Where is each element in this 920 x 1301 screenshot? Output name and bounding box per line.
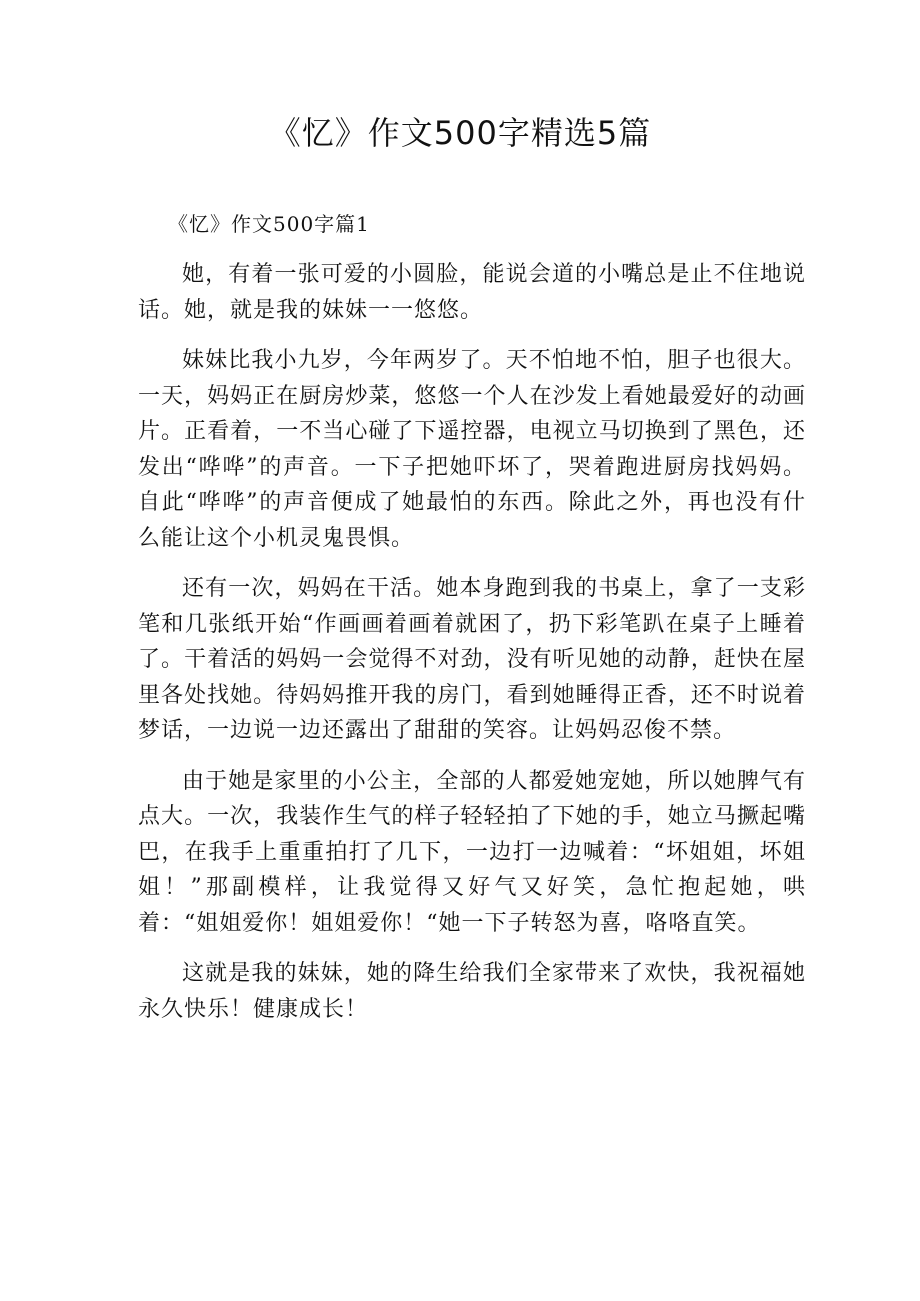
paragraph-5: 这就是我的妹妹，她的降生给我们全家带来了欢快，我祝福她永久快乐！健康成长！ <box>138 961 806 1022</box>
paragraph-4: 由于她是家里的小公主，全部的人都爱她宠她，所以她脾气有点大。一次，我装作生气的样子轻轻拍了下她的手，她立马撅起嘴巴，在我手上重重拍打了几下，一边打一边喊着：“坏姐姐，坏姐姐！”那副模样，让我觉得又好气又好笑，急忙抱起她，哄着：“姐姐爱你！姐姐爱你！“她一下子转怒为喜，咯咯直笑。 <box>138 768 806 936</box>
section-heading: 《忆》作文500字篇1 <box>168 212 370 236</box>
document-title: 《忆》作文500字精选5篇 <box>268 114 652 152</box>
paragraph-2: 妹妹比我小九岁，今年两岁了。天不怕地不怕，胆子也很大。一天，妈妈正在厨房炒菜，悠悠一个人在沙发上看她最爱好的动画片。正看着，一不当心碰了下遥控器，电视立马切换到了黑色，还发出“哗哗”的声音。一下子把她吓坏了，哭着跑进厨房找妈妈。自此“哗哗”的声音便成了她最怕的东西。除此之外，再也没有什么能让这个小机灵鬼畏惧。 <box>138 348 806 551</box>
essay-body <box>138 257 806 1042</box>
paragraph-1: 她，有着一张可爱的小圆脸，能说会道的小嘴总是止不住地说话。她，就是我的妹妹一一悠悠。 <box>138 262 806 323</box>
paragraph-3: 还有一次，妈妈在干活。她本身跑到我的书桌上，拿了一支彩笔和几张纸开始“作画画着画着就困了，扔下彩笔趴在桌子上睡着了。干着活的妈妈一会觉得不对劲，没有听见她的动静，赶快在屋里各处找她。待妈妈推开我的房门，看到她睡得正香，还不时说着梦话，一边说一边还露出了甜甜的笑容。让妈妈忍俊不禁。 <box>138 576 806 743</box>
